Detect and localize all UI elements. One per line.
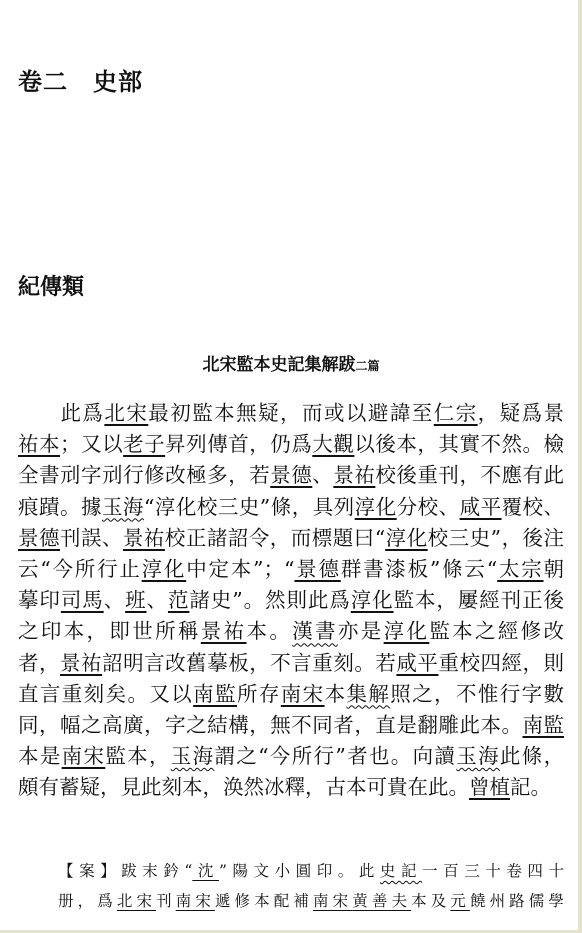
proper-name-mark: 景祐 [200, 619, 247, 644]
text-run: 校後重刊，不應有此 [375, 463, 564, 488]
text-run: 、 [146, 588, 168, 613]
note-line [58, 856, 564, 886]
proper-name-mark: 景祐 [60, 650, 103, 675]
text-run: 【案】跋末鈐“ [58, 862, 193, 880]
paragraph-line [18, 679, 564, 710]
text-run: 昇列傳首，仍爲 [165, 432, 313, 457]
text-run: 者， [18, 650, 61, 675]
proper-name-mark: 景祐 [122, 525, 165, 550]
text-run: 册，爲 [58, 892, 117, 910]
text-run: 監本之經修改 [429, 619, 564, 644]
note-line [58, 886, 564, 916]
text-run: 詔明言改舊摹板，不言重刻。若 [102, 650, 397, 675]
proper-name-mark: 淳化 [141, 556, 187, 581]
proper-name-mark: 淳化 [383, 619, 430, 644]
paragraph-line [18, 585, 564, 616]
text-run: “淳化校三史”條，具列 [143, 494, 355, 519]
book-title-mark: 玉海 [101, 494, 144, 519]
text-run: 、 [312, 463, 334, 488]
proper-name-mark: 景祐 [333, 463, 376, 488]
proper-name-mark: 北宋 [104, 401, 149, 425]
text-run: 本及 [411, 892, 451, 910]
text-run: 亦是 [337, 619, 384, 644]
text-run: 摹印 [18, 588, 61, 613]
article-title [0, 350, 582, 375]
text-run: ；又以 [60, 432, 124, 457]
paragraph-line [18, 616, 564, 647]
proper-name-mark: 太宗 [497, 556, 544, 581]
text-run: 饒州路儒學 [469, 892, 564, 910]
text-run: 遞修本配補 [214, 892, 314, 910]
paragraph-line [18, 460, 564, 491]
text-run: 之印本，即世所稱 [18, 619, 201, 644]
text-run: 本是 [18, 744, 62, 769]
editor-note [58, 856, 564, 916]
text-run: 記。 [510, 775, 551, 800]
proper-name-mark: 南監 [522, 712, 564, 737]
text-run: 校正諸詔令，而標題曰“ [164, 525, 386, 550]
text-run: ”陽文小圓印。此 [218, 862, 380, 880]
text-run: 以後本，其實不然。檢 [354, 432, 564, 457]
text-run: 此爲 [59, 401, 105, 425]
proper-name-mark: 淳化 [350, 588, 394, 613]
text-run: 分校、 [396, 494, 460, 519]
text-run: ，疑爲景 [477, 401, 564, 425]
proper-name-mark: 咸平 [396, 650, 439, 675]
page-edge-right [578, 0, 582, 933]
text-run: 監本， [105, 744, 171, 769]
text-run: 謂之“今所行”者也。向讀 [214, 744, 457, 769]
text-run: 直言重刻矣。又以 [18, 681, 194, 706]
text-run: 此條， [499, 744, 564, 769]
volume-title: 卷二 史部 [18, 67, 143, 96]
proper-name-mark: 曾植 [469, 775, 510, 800]
text-run: 頗有蓄疑，見此刻本，涣然冰釋，古本可貴在此。 [18, 775, 469, 800]
text-run: 監本，屢經刊正後 [393, 588, 564, 613]
proper-name-mark: 淳化 [354, 494, 397, 519]
book-title-mark: 集解 [346, 681, 391, 706]
proper-name-mark: 沈 [192, 862, 219, 880]
text-run: 校三史”，後注 [427, 525, 564, 550]
text-run: 最初監本無疑，而或以避諱至 [148, 401, 434, 425]
proper-name-mark: 仁宗 [433, 401, 478, 425]
proper-name-mark: 范 [167, 588, 190, 613]
proper-name-mark: 南監 [193, 681, 237, 706]
text-run: 痕蹟。據 [18, 494, 102, 519]
text-run: 朝 [543, 556, 564, 581]
proper-name-mark: 南宋 [280, 681, 325, 706]
proper-name-mark: 班 [125, 588, 147, 613]
text-run: 云“今所行止 [18, 556, 142, 581]
book-title-mark: 玉海 [170, 744, 215, 769]
text-run: 所存 [236, 681, 281, 706]
paragraph-line [18, 772, 564, 803]
proper-name-mark: 南宋 [313, 892, 353, 910]
proper-name-mark: 大觀 [312, 432, 355, 457]
text-run: 本 [324, 681, 347, 706]
text-run: 、 [103, 588, 126, 613]
proper-name-mark: 景德 [270, 463, 313, 488]
text-run: 刊誤、 [59, 525, 123, 550]
proper-name-mark: 北宋 [116, 892, 157, 910]
text-run: 本。 [246, 619, 293, 644]
article-title-main: 北宋監本史記集解跋 [202, 355, 356, 375]
paragraph-line [18, 398, 564, 429]
paragraph-line [18, 648, 564, 679]
proper-name-mark: 黄善夫 [352, 892, 412, 910]
proper-name-mark: 景德 [18, 525, 60, 550]
paragraph-line [18, 523, 564, 554]
article-title-suffix: 二篇 [355, 359, 380, 373]
paragraph-line [18, 741, 564, 772]
text-run: 重校四經，則 [438, 650, 564, 675]
paragraph-line [18, 429, 564, 460]
section-title: 紀傳類 [18, 274, 85, 300]
proper-name-mark: 元 [450, 892, 470, 910]
text-run: 群書漆板”條云“ [340, 556, 498, 581]
proper-name-mark: 老子 [123, 432, 166, 457]
proper-name-mark: 咸平 [459, 494, 502, 519]
paragraph-line [18, 554, 564, 585]
book-title-mark: 漢書 [292, 619, 338, 644]
text-run: 全書刓字刓行修改極多，若 [18, 463, 271, 488]
proper-name-mark: 祐本 [18, 432, 61, 457]
book-title-mark: 史記 [379, 862, 423, 880]
proper-name-mark: 景德 [294, 556, 341, 581]
proper-name-mark: 司馬 [60, 588, 104, 613]
book-title-mark: 玉海 [456, 744, 500, 769]
text-run: 同，幅之高廣，字之結構，無不同者，直是翻雕此本。 [18, 712, 523, 737]
text-run: 刊 [156, 892, 176, 910]
text-run: 照之，不惟行字數 [390, 681, 564, 706]
proper-name-mark: 南宋 [61, 744, 106, 769]
text-run: 諸史”。然則此爲 [189, 588, 351, 613]
proper-name-mark: 南宋 [175, 892, 215, 910]
body-paragraph [18, 398, 564, 803]
text-run: 覆校、 [501, 494, 564, 519]
text-run: 中定本”；“ [186, 556, 295, 581]
paragraph-line [18, 710, 564, 741]
proper-name-mark: 淳化 [385, 525, 428, 550]
paragraph-line [18, 492, 564, 523]
text-run: 一百三十卷四十 [422, 862, 564, 880]
